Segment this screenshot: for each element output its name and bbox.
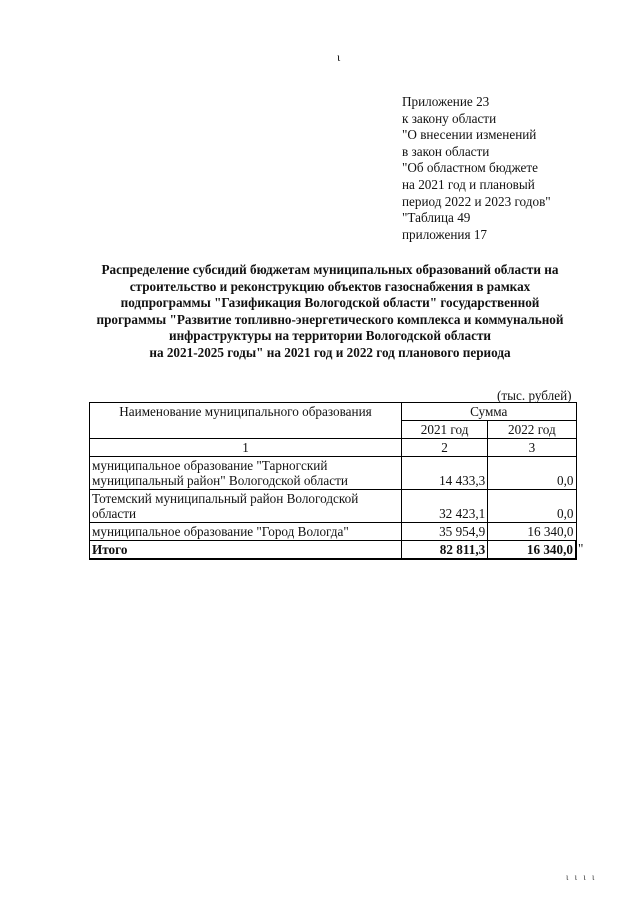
total-value-2021: 82 811,3 [401, 541, 487, 560]
row-name-cell: Тотемский муниципальный район Вологодской области [90, 490, 402, 523]
row-value-2022: 0,0 [488, 457, 576, 490]
appendix-line: период 2022 и 2023 годов" [402, 193, 551, 209]
title-line: программы "Развитие топливно-энергетического комплекса и коммунальной [96, 311, 564, 327]
page-mark: ι [337, 50, 341, 64]
row-value-2021: 14 433,3 [401, 457, 487, 490]
column-number: 2 [401, 439, 487, 457]
document-title [80, 262, 580, 361]
header-year-2022: 2022 год [488, 421, 576, 439]
row-value-2021: 35 954,9 [401, 523, 487, 541]
header-year-2021: 2021 год [401, 421, 487, 439]
appendix-line: к закону области [402, 110, 497, 126]
title-line: Распределение субсидий бюджетам муниципальных образований области на [101, 262, 559, 277]
table-header-row [90, 403, 577, 421]
appendix-line: в закон области [402, 143, 490, 159]
closing-quote: " [578, 541, 584, 556]
table-total-row [90, 541, 577, 560]
total-label: Итого [90, 541, 402, 560]
title-line: строительство и реконструкцию объектов газоснабжения в рамках [129, 278, 531, 294]
row-value-2022: 16 340,0 [488, 523, 576, 541]
table-row [90, 490, 577, 523]
total-value-2022: 16 340,0 [488, 541, 576, 560]
row-name-cell: муниципальное образование "Тарногский муниципальный район" Вологодской области [90, 457, 402, 490]
appendix-line: "О внесении изменений [402, 127, 537, 143]
subsidy-table [89, 402, 577, 560]
appendix-line: "Таблица 49 [402, 210, 471, 226]
row-value-2022: 0,0 [488, 490, 576, 523]
table-row [90, 457, 577, 490]
footer-mark: ι ι ι ι [566, 872, 597, 882]
title-line: на 2021-2025 годы" на 2021 год и 2022 год планового периода [149, 344, 511, 360]
appendix-line: приложения 17 [402, 226, 488, 242]
title-line: инфраструктуры на территории Вологодской области [168, 328, 492, 343]
units-label: (тыс. рублей) [497, 388, 572, 403]
appendix-line: "Об областном бюджете [402, 160, 538, 176]
appendix-note [402, 94, 551, 243]
title-line: подпрограммы "Газификация Вологодской области" государственной [120, 295, 540, 310]
appendix-line: Приложение 23 [402, 94, 490, 109]
appendix-line: на 2021 год и плановый [402, 176, 535, 192]
column-number: 1 [90, 439, 402, 457]
header-sum-column: Сумма [401, 403, 576, 421]
header-name-column: Наименование муниципального образования [90, 403, 402, 439]
row-name-cell: муниципальное образование "Город Вологда" [90, 523, 402, 541]
table-column-numbers-row [90, 439, 577, 457]
row-value-2021: 32 423,1 [401, 490, 487, 523]
column-number: 3 [488, 439, 576, 457]
table-row [90, 523, 577, 541]
